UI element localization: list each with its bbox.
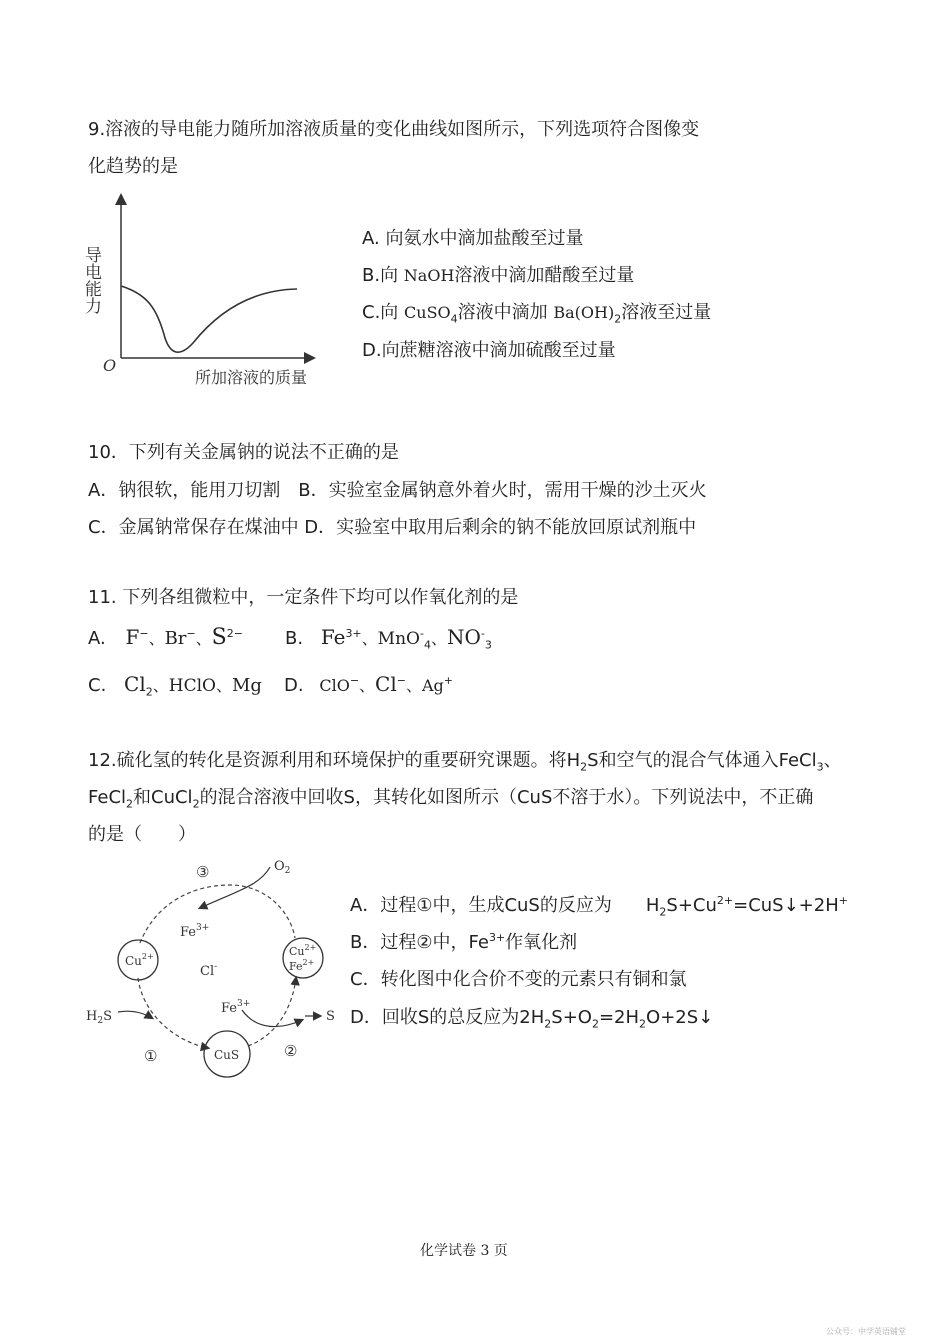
cus-label: CuS (214, 1048, 240, 1062)
q11-option-b: B. $Fe^{3+}$、MnO-$_4$、$NO^-_3$ (285, 625, 492, 652)
q9-origin: O (103, 356, 117, 375)
step2-label: ② (284, 1042, 298, 1060)
fe-to-s-arrow (242, 1010, 302, 1027)
q9-option-b: B.向 NaOH溶液中滴加醋酸至过量 (362, 265, 635, 286)
q12-option-a: A．过程①中，生成CuS的反应为 $H_2S+Cu^{2+}=CuS↓+2H^+$ (350, 894, 848, 919)
cl-label: Cl- (200, 962, 218, 979)
q12-stem-line2: FeCl$_2$和CuCl$_2$的混合溶液中回收S，其转化如图所示（CuS不溶于水）。下列说法中，不正确 (88, 787, 814, 811)
q9-stem-line2: 化趋势的是 (88, 156, 178, 177)
cycle-arc-left (138, 978, 208, 1048)
q9-ylabel: 导电能力 (81, 246, 101, 314)
step3-label: ③ (196, 863, 210, 881)
watermark: 公众号：中学英语铺堂 (826, 1327, 906, 1336)
q12-stem-line1: 12.硫化氢的转化是资源利用和环境保护的重要研究课题。将$H_2S$和空气的混合气体通入FeCl$_3$、 (88, 750, 842, 774)
fe3-mid-label: $Fe^{3+}$ (221, 999, 251, 1016)
q11-option-a: A. F−、Br−、$S^{2-}$ (88, 625, 243, 650)
q12-stem-line3: 的是（ ） (88, 824, 196, 845)
q11-option-c: C. $Cl_2$、HClO、Mg (88, 672, 262, 699)
page-footer: 化学试卷 3 页 (420, 1243, 508, 1259)
h2s-label: $H_2S$ (86, 1009, 112, 1026)
q9-option-a: A. 向氨水中滴加盐酸至过量 (362, 228, 584, 249)
cu2-right-label: $Cu^{2+}$ (289, 943, 317, 958)
q9-curve (121, 286, 297, 352)
q10-stem: 10．下列有关金属钠的说法不正确的是 (88, 442, 399, 463)
o2-label: $O_2$ (274, 859, 291, 876)
o2-arrow (200, 867, 270, 908)
q9-option-d: D.向蔗糖溶液中滴加硫酸至过量 (362, 340, 616, 361)
fe3-top-label: $Fe^{3+}$ (180, 923, 210, 940)
q10-options-line2: C．金属钠常保存在煤油中 D．实验室中取用后剩余的钠不能放回原试剂瓶中 (88, 517, 697, 538)
q9-graph (81, 188, 335, 393)
q12-option-c: C．转化图中化合价不变的元素只有铜和氯 (350, 969, 687, 990)
cycle-arc-right (248, 978, 296, 1046)
q12-option-b: B．过程②中，$Fe^{3+}$作氧化剂 (350, 931, 578, 953)
q12-cycle-diagram (80, 850, 350, 1085)
q11-option-d: D. ClO−、Cl−、Ag+ (284, 672, 453, 696)
cycle-arc-top (140, 885, 295, 943)
step1-label: ① (144, 1047, 158, 1065)
q10-options-line1: A．钠很软，能用刀切割 B．实验室金属钠意外着火时，需用干燥的沙土灭火 (88, 480, 707, 501)
s-product-label: S (326, 1009, 335, 1024)
q11-stem: 11. 下列各组微粒中，一定条件下均可以作氧化剂的是 (88, 587, 519, 608)
h2s-arrow (118, 1011, 152, 1018)
q12-option-d: D．回收S的总反应为$2H_2S+O_2=2H_2O+2S↓$ (350, 1007, 714, 1031)
q9-option-c: C.向 CuSO$_4$溶液中滴加 $Ba(OH)_2$溶液至过量 (362, 302, 712, 326)
cu2-label: $Cu^{2+}$ (125, 952, 154, 968)
q9-xlabel: 所加溶液的质量 (195, 368, 308, 387)
q9-stem-line1: 9.溶液的导电能力随所加溶液质量的变化曲线如图所示，下列选项符合图像变 (88, 119, 700, 140)
fe2-right-label: $Fe^{2+}$ (289, 958, 315, 973)
